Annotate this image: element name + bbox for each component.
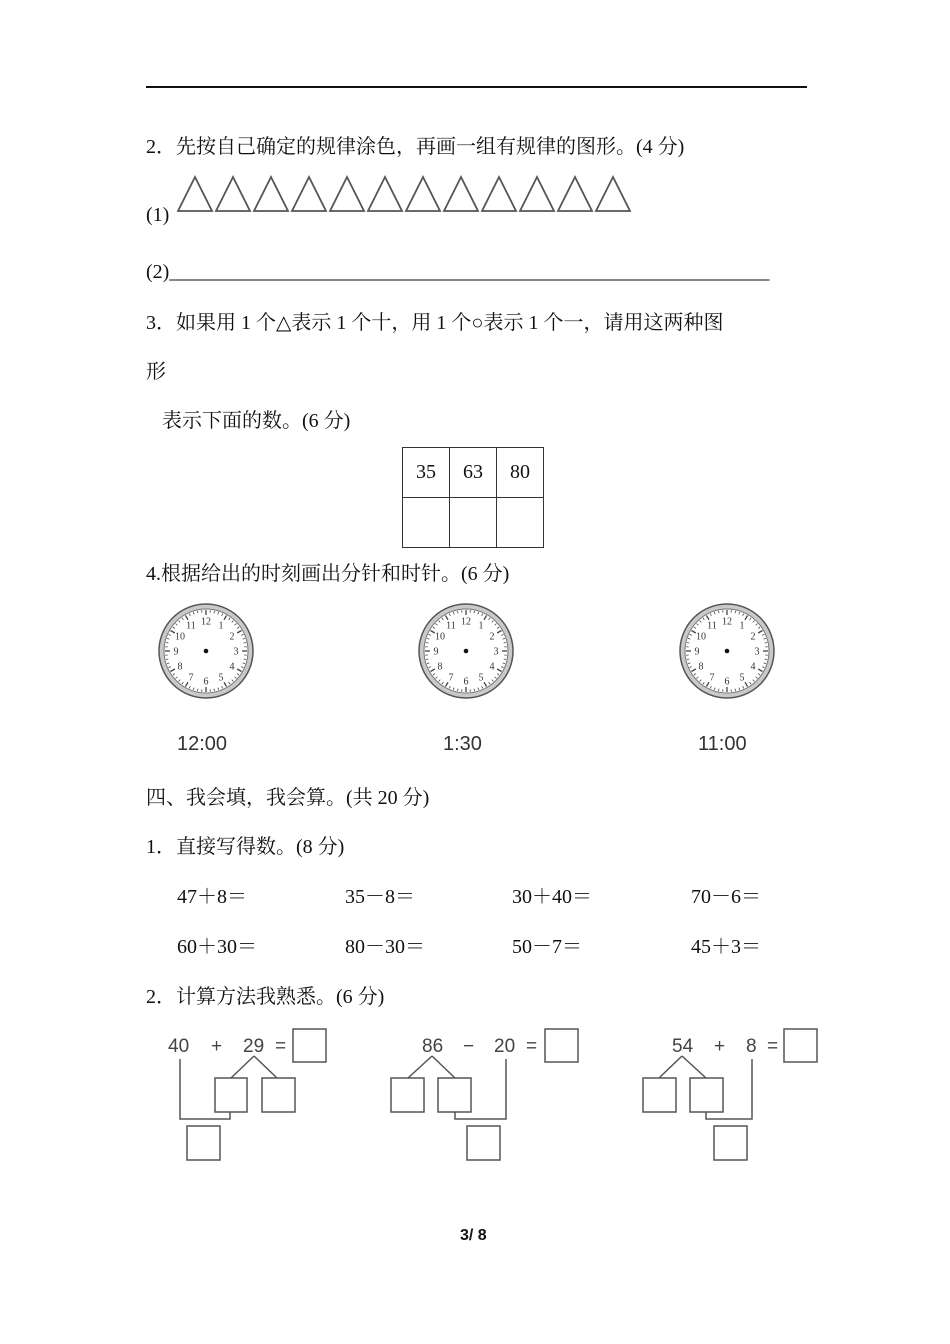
clock-tick (197, 689, 198, 691)
answer-cell[interactable] (497, 498, 544, 548)
clock-tick (735, 689, 736, 691)
clock-dial-number: 2 (489, 631, 495, 643)
operand-a: 40 (168, 1036, 190, 1057)
triangle-8 (444, 177, 478, 211)
clock-tick (474, 689, 475, 691)
clock-tick (718, 611, 719, 613)
q4-title: 4.根据给出的时刻画出分针和时针。(6 分) (146, 563, 510, 585)
number-cell: 63 (450, 448, 497, 498)
answer-cell[interactable] (403, 498, 450, 548)
triangle-9 (482, 177, 516, 211)
clock-tick (214, 689, 215, 691)
clock-dial-number: 10 (696, 631, 707, 643)
calc-item[interactable]: 45＋3＝ (691, 936, 761, 958)
number-table (402, 447, 544, 548)
split-box[interactable] (215, 1078, 247, 1112)
triangle-4 (292, 177, 326, 211)
partial-result-box[interactable] (467, 1126, 500, 1160)
operand-b: 29 (243, 1036, 265, 1057)
clock-tick (214, 611, 215, 613)
clock-dial-number: 9 (694, 646, 700, 658)
clock-time-label: 11:00 (698, 733, 747, 755)
clock-dial-number: 8 (177, 661, 183, 673)
clock-dial-number: 11 (707, 620, 717, 632)
clock-icon[interactable] (157, 602, 255, 700)
clock-tick (765, 659, 767, 660)
clock-tick (244, 659, 246, 660)
clock-dial-number: 7 (448, 672, 454, 684)
split-box[interactable] (438, 1078, 471, 1112)
clock-dial-number: 10 (175, 631, 186, 643)
triangle-2 (216, 177, 250, 211)
triangle-1 (178, 177, 212, 211)
clock-tick (504, 659, 506, 660)
split-box[interactable] (391, 1078, 424, 1112)
header-rule (146, 86, 807, 88)
clock-dial-number: 1 (739, 620, 745, 632)
operator: − (463, 1036, 475, 1057)
clock-dial-number: 2 (750, 631, 756, 643)
clock-center (464, 649, 469, 654)
clock-tick (504, 642, 506, 643)
section4-title: 四、我会填，我会算。(共 20 分) (146, 787, 430, 809)
q2-part2-answer-line[interactable]: (2)____________________________________________________________ (146, 261, 770, 283)
clock-dial-number: 4 (750, 661, 756, 673)
clock-dial-number: 5 (739, 672, 745, 684)
partial-sum-box[interactable] (714, 1126, 747, 1160)
s4-q1-title: 1．直接写得数。(8 分) (146, 836, 345, 858)
triangle-11 (558, 177, 592, 211)
split-box[interactable] (262, 1078, 295, 1112)
clock-tick (457, 689, 458, 691)
clock-dial-number: 3 (754, 646, 760, 658)
clock-time-label: 1:30 (443, 733, 482, 755)
clock-dial-number: 6 (724, 676, 730, 688)
clock-dial-number: 7 (188, 672, 194, 684)
calc-item[interactable]: 80－30＝ (345, 936, 425, 958)
clock-dial-number: 10 (435, 631, 446, 643)
triangle-10 (520, 177, 554, 211)
clock-icon[interactable] (678, 602, 776, 700)
partial-sum-box[interactable] (187, 1126, 220, 1160)
number-cell: 35 (403, 448, 450, 498)
q3-line2: 形 (146, 361, 166, 383)
triangle-12 (596, 177, 630, 211)
clock-tick (718, 689, 719, 691)
clock-tick (166, 659, 168, 660)
clock-tick (687, 659, 689, 660)
triangle-row (176, 174, 636, 214)
clock-dial-number: 1 (478, 620, 484, 632)
clock-tick (687, 642, 689, 643)
calc-item[interactable]: 60＋30＝ (177, 936, 257, 958)
split-box[interactable] (643, 1078, 676, 1112)
clock-tick (735, 611, 736, 613)
decomposition-diagram (386, 1025, 586, 1167)
clock-dial-number: 3 (493, 646, 499, 658)
clock-dial-number: 12 (461, 616, 471, 628)
clock-dial-number: 11 (186, 620, 196, 632)
clock-time-label: 12:00 (177, 733, 228, 755)
calc-item[interactable]: 47＋8＝ (177, 886, 247, 908)
equals-sign: = (767, 1036, 779, 1057)
page-number: 3/ 8 (460, 1227, 487, 1244)
q2-part1-label: (1) (146, 204, 170, 226)
clock-dial-number: 8 (698, 661, 704, 673)
operand-a: 86 (422, 1036, 444, 1057)
triangle-5 (330, 177, 364, 211)
clock-dial-number: 9 (433, 646, 439, 658)
clock-dial-number: 4 (489, 661, 495, 673)
number-cell: 80 (497, 448, 544, 498)
clock-dial-number: 12 (201, 616, 211, 628)
clock-dial-number: 3 (233, 646, 239, 658)
clock-dial-number: 4 (229, 661, 235, 673)
clock-tick (197, 611, 198, 613)
calc-item[interactable]: 50－7＝ (512, 936, 582, 958)
split-box[interactable] (690, 1078, 723, 1112)
clock-dial-number: 8 (437, 661, 443, 673)
equals-sign: = (526, 1036, 538, 1057)
clock-dial-number: 1 (218, 620, 224, 632)
s4-q2-title: 2．计算方法我熟悉。(6 分) (146, 986, 385, 1008)
clock-dial-number: 5 (218, 672, 224, 684)
calc-item[interactable]: 35－8＝ (345, 886, 415, 908)
q3-line3: 表示下面的数。(6 分) (162, 410, 351, 432)
q2-title: 2．先按自己确定的规律涂色，再画一组有规律的图形。(4 分) (146, 136, 685, 158)
equals-sign: = (275, 1036, 287, 1057)
decomposition-diagram (638, 1025, 828, 1167)
result-box[interactable] (293, 1029, 326, 1062)
clock-dial-number: 2 (229, 631, 235, 643)
clock-tick (166, 642, 168, 643)
clock-dial-number: 6 (203, 676, 209, 688)
clock-tick (244, 642, 246, 643)
clock-center (204, 649, 209, 654)
clock-tick (474, 611, 475, 613)
clock-dial-number: 11 (446, 620, 456, 632)
result-box[interactable] (545, 1029, 578, 1062)
result-box[interactable] (784, 1029, 817, 1062)
operand-b: 8 (746, 1036, 757, 1057)
clock-tick (426, 659, 428, 660)
operand-a: 54 (672, 1036, 694, 1057)
operator: + (211, 1036, 223, 1057)
operand-b: 20 (494, 1036, 516, 1057)
clock-dial-number: 7 (709, 672, 715, 684)
clock-center (725, 649, 730, 654)
decomposition-diagram (160, 1025, 335, 1167)
clock-tick (426, 642, 428, 643)
clock-dial-number: 5 (478, 672, 484, 684)
calc-item[interactable]: 70－6＝ (691, 886, 761, 908)
clock-tick (765, 642, 767, 643)
clock-dial-number: 6 (463, 676, 469, 688)
clock-dial-number: 12 (722, 616, 732, 628)
triangle-7 (406, 177, 440, 211)
calc-item[interactable]: 30＋40＝ (512, 886, 592, 908)
triangle-6 (368, 177, 402, 211)
clock-tick (457, 611, 458, 613)
triangle-3 (254, 177, 288, 211)
clock-dial-number: 9 (173, 646, 179, 658)
clock-icon[interactable] (417, 602, 515, 700)
operator: + (714, 1036, 726, 1057)
q3-line1: 3．如果用 1 个△表示 1 个十，用 1 个○表示 1 个一，请用这两种图 (146, 312, 724, 334)
answer-cell[interactable] (450, 498, 497, 548)
